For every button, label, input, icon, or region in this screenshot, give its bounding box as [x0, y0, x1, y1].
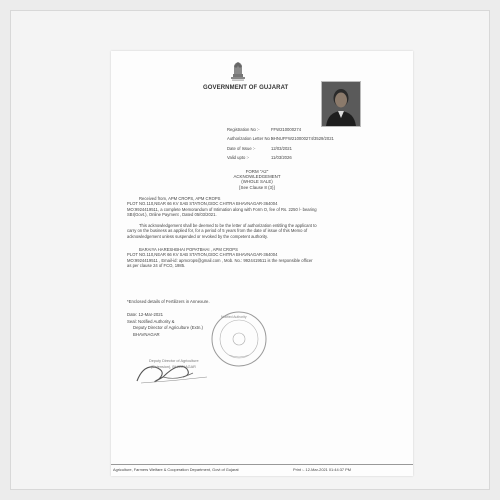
image-frame: [10, 10, 490, 490]
notified-authority: Seal: Notified Authority &: [127, 319, 175, 324]
valid-upto-value: 11/03/2026: [271, 155, 292, 160]
form-clause: [See Clause 8 (3)]: [239, 184, 275, 190]
applicant-photo: [321, 81, 361, 127]
acknowledgement-paragraph: This acknowledgement shall be deemed to be the letter of authorization entitling the applicant to carry on the business as applied for, for a period of 5 years from the date of issue of this Memo of acknowledgement unless suspended or revoked by the competent authority.: [127, 223, 317, 239]
form-number: FORM "A2": [245, 169, 269, 174]
registration-no-value: FFW210000274: [271, 127, 302, 132]
authorization-letter-label: Authorization Letter No :-: [227, 136, 274, 141]
document-date: Date: 12-Mar-2021: [127, 312, 164, 317]
form-type: (WHOLE SALE): [241, 179, 273, 185]
dealer-paragraph: BARAIYA HARESHBHAI POPATBHAI , APM CROPS PLOT NO.110,NEAR 66 KV SAB STATION,GIDC CHITRA BHAVNAGAR-364004 MO:9924419511 , Email-id: apmcrops@gmail.com , Mob. No.: 9924419511 is the responsible officer as per clause 24 of FCO, 1985.: [127, 247, 313, 269]
date-of-issue-value: 12/03/2021: [271, 146, 292, 151]
signature-designation: Deputy Director of Agriculture: [149, 359, 199, 363]
office-location: BHAVNAGAR: [133, 332, 160, 337]
government-title: GOVERNMENT OF GUJARAT: [203, 85, 289, 91]
footer-print-time: Print :- 12-Mar-2021 01:44:37 PM: [293, 467, 351, 472]
registration-no-label: Registration No :-: [227, 127, 260, 132]
document-page: [111, 51, 413, 476]
date-of-issue-label: Date of Issue :-: [227, 146, 256, 151]
seal-text: Notified Authority: [221, 315, 247, 319]
authorization-letter-value: BHNUFFW210000274/3529/2021: [271, 136, 334, 141]
footer-department: Agriculture, Farmers Welfare & Cooperation Department, Govt of Gujarat: [113, 467, 239, 472]
signature-location: (Extension), BHAVNAGAR: [151, 365, 196, 369]
enclosure-note: *Enclosed details of Fertilizers in Annexure.: [127, 299, 210, 304]
national-emblem-icon: [227, 58, 249, 82]
form-subtitle: ACKNOWLEDGEMENT: [233, 174, 281, 180]
received-paragraph: Received from, APM CROPS, APM CROPS PLOT NO.110,NEAR 66 KV SAB STATION,GIDC CHITRA BHAVNAGAR-364004 MO:9924419511, a complete Memorandum of Intimation along with Form O, fee of Rs. 2250 /- bearing SBI(Govt.), Online Payment , Dated 05/03/2021.: [127, 196, 317, 218]
valid-upto-label: Valid upto :-: [227, 155, 250, 160]
deputy-director: Deputy Director of Agriculture (Extn.): [133, 325, 203, 330]
form-heading: [217, 169, 297, 190]
page-footer: [111, 464, 413, 475]
